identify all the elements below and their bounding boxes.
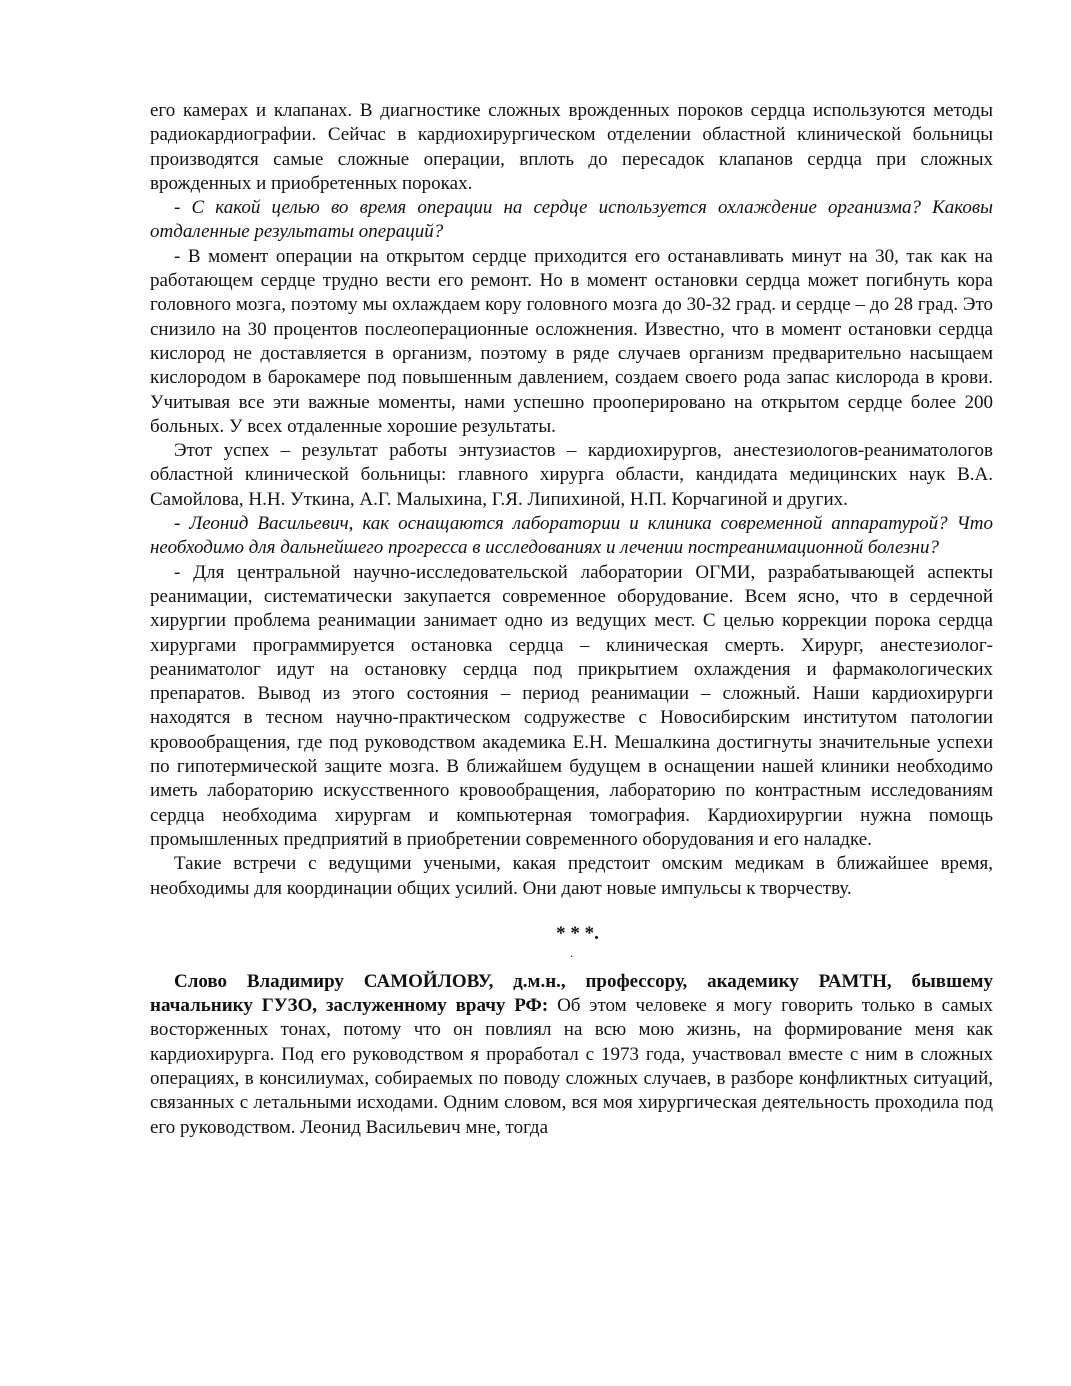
document-page	[150, 99, 993, 1140]
paragraph-diagnostics: его камерах и клапанах. В диагностике сложных врожденных пороков сердца используются методы радиокардиографии. Сейчас в кардиохирургическом отделении областной клинической больницы производятся самые сложные операции, вплоть до пересадок клапанов сердца при сложных врожденных и приобретенных пороках.	[150, 100, 993, 194]
answer-cooling: - В момент операции на открытом сердце приходится его останавливать минут на 30, так как на работающем сердце трудно вести его ремонт. Но в момент остановки сердца может погибнуть кора головного мозга, поэтому мы охлаждаем кору головного мозга до 30-32 град. и сердце – до 28 град. Это снизило на 30 процентов послеоперационные осложнения. Известно, что в момент остановки сердца кислород не доставляется в организм, поэтому в ряде случаев организм предварительно насыщаем кислородом в барокамере под повышенным давлением, создаем своего рода запас кислорода в крови. Учитывая все эти важные моменты, нами успешно прооперировано на открытом сердце более 200 больных. У всех отдаленные хорошие результаты.	[150, 245, 993, 437]
question-cooling: - С какой целью во время операции на сердце используется охлаждение организма? Каковы отдаленные результаты операций?	[150, 197, 993, 243]
samoylov-heading: Слово Владимиру САМОЙЛОВУ, д.м.н., профессору, академику РАМТН, бывшему начальнику ГУЗО, заслуженному врачу РФ:	[150, 970, 993, 1017]
section-separator-stars: * * *.	[556, 922, 599, 944]
paragraph-team: Этот успех – результат работы энтузиастов – кардиохирургов, анестезиологов-реаниматологов областной клинической больницы: главного хирурга области, кандидата медицинских наук В.А. Самойлова, Н.Н. Уткина, А.Г. Малыхина, Г.Я. Липихиной, Н.П. Корчагиной и других.	[150, 440, 993, 510]
paragraph-samoylov	[150, 970, 993, 1140]
section-separator-dot: .	[570, 945, 573, 960]
section-gap	[150, 901, 993, 922]
paragraph-meetings: Такие встречи с ведущими учеными, какая предстоит омским медикам в ближайшее время, необходимы для координации общих усилий. Они дают новые импульсы к творчеству.	[150, 853, 993, 899]
answer-equipment: - Для центральной научно-исследовательской лаборатории ОГМИ, разрабатывающей аспекты реанимации, систематически закупается современное оборудование. Всем ясно, что в сердечной хирургии проблема реанимации занимает одно из ведущих мест. С целью коррекции порока сердца хирургами программируется остановка сердца – клиническая смерть. Хирург, анестезиолог-реаниматолог идут на остановку сердца под прикрытием охлаждения и фармакологических препаратов. Вывод из этого состояния – период реанимации – сложный. Наши кардиохирурги находятся в тесном научно-практическом содружестве с Новосибирским институтом патологии кровообращения, где под руководством академика Е.Н. Мешалкина достигнуты значительные успехи по гипотермической защите мозга. В ближайшем будущем в оснащении нашей клиники необходимо иметь лабораторию искусственного кровообращения, лабораторию по контрастным исследованиям сердца необходима хирургам и компьютерная томография. Кардиохирургии нужна помощь промышленных предприятий в приобретении современного оборудования и его наладке.	[150, 561, 993, 850]
samoylov-text: Об этом человеке я могу говорить только в самых восторженных тонах, потому что он повлиял на всю мою жизнь, на формирование меня как кардиохирурга. Под его руководством я проработал с 1973 года, участвовал вместе с ним в сложных операциях, в консилиумах, собираемых по поводу сложных случаев, в разборе конфликтных ситуаций, связанных с летальными исходами. Одним словом, вся моя хирургическая деятельность проходила под его руководством. Леонид Васильевич мне, тогда	[150, 995, 994, 1138]
question-equipment: - Леонид Васильевич, как оснащаются лаборатории и клиника современной аппаратурой? Что необходимо для дальнейшего прогресса в исследованиях и лечении постреанимационной болезни?	[150, 513, 993, 559]
